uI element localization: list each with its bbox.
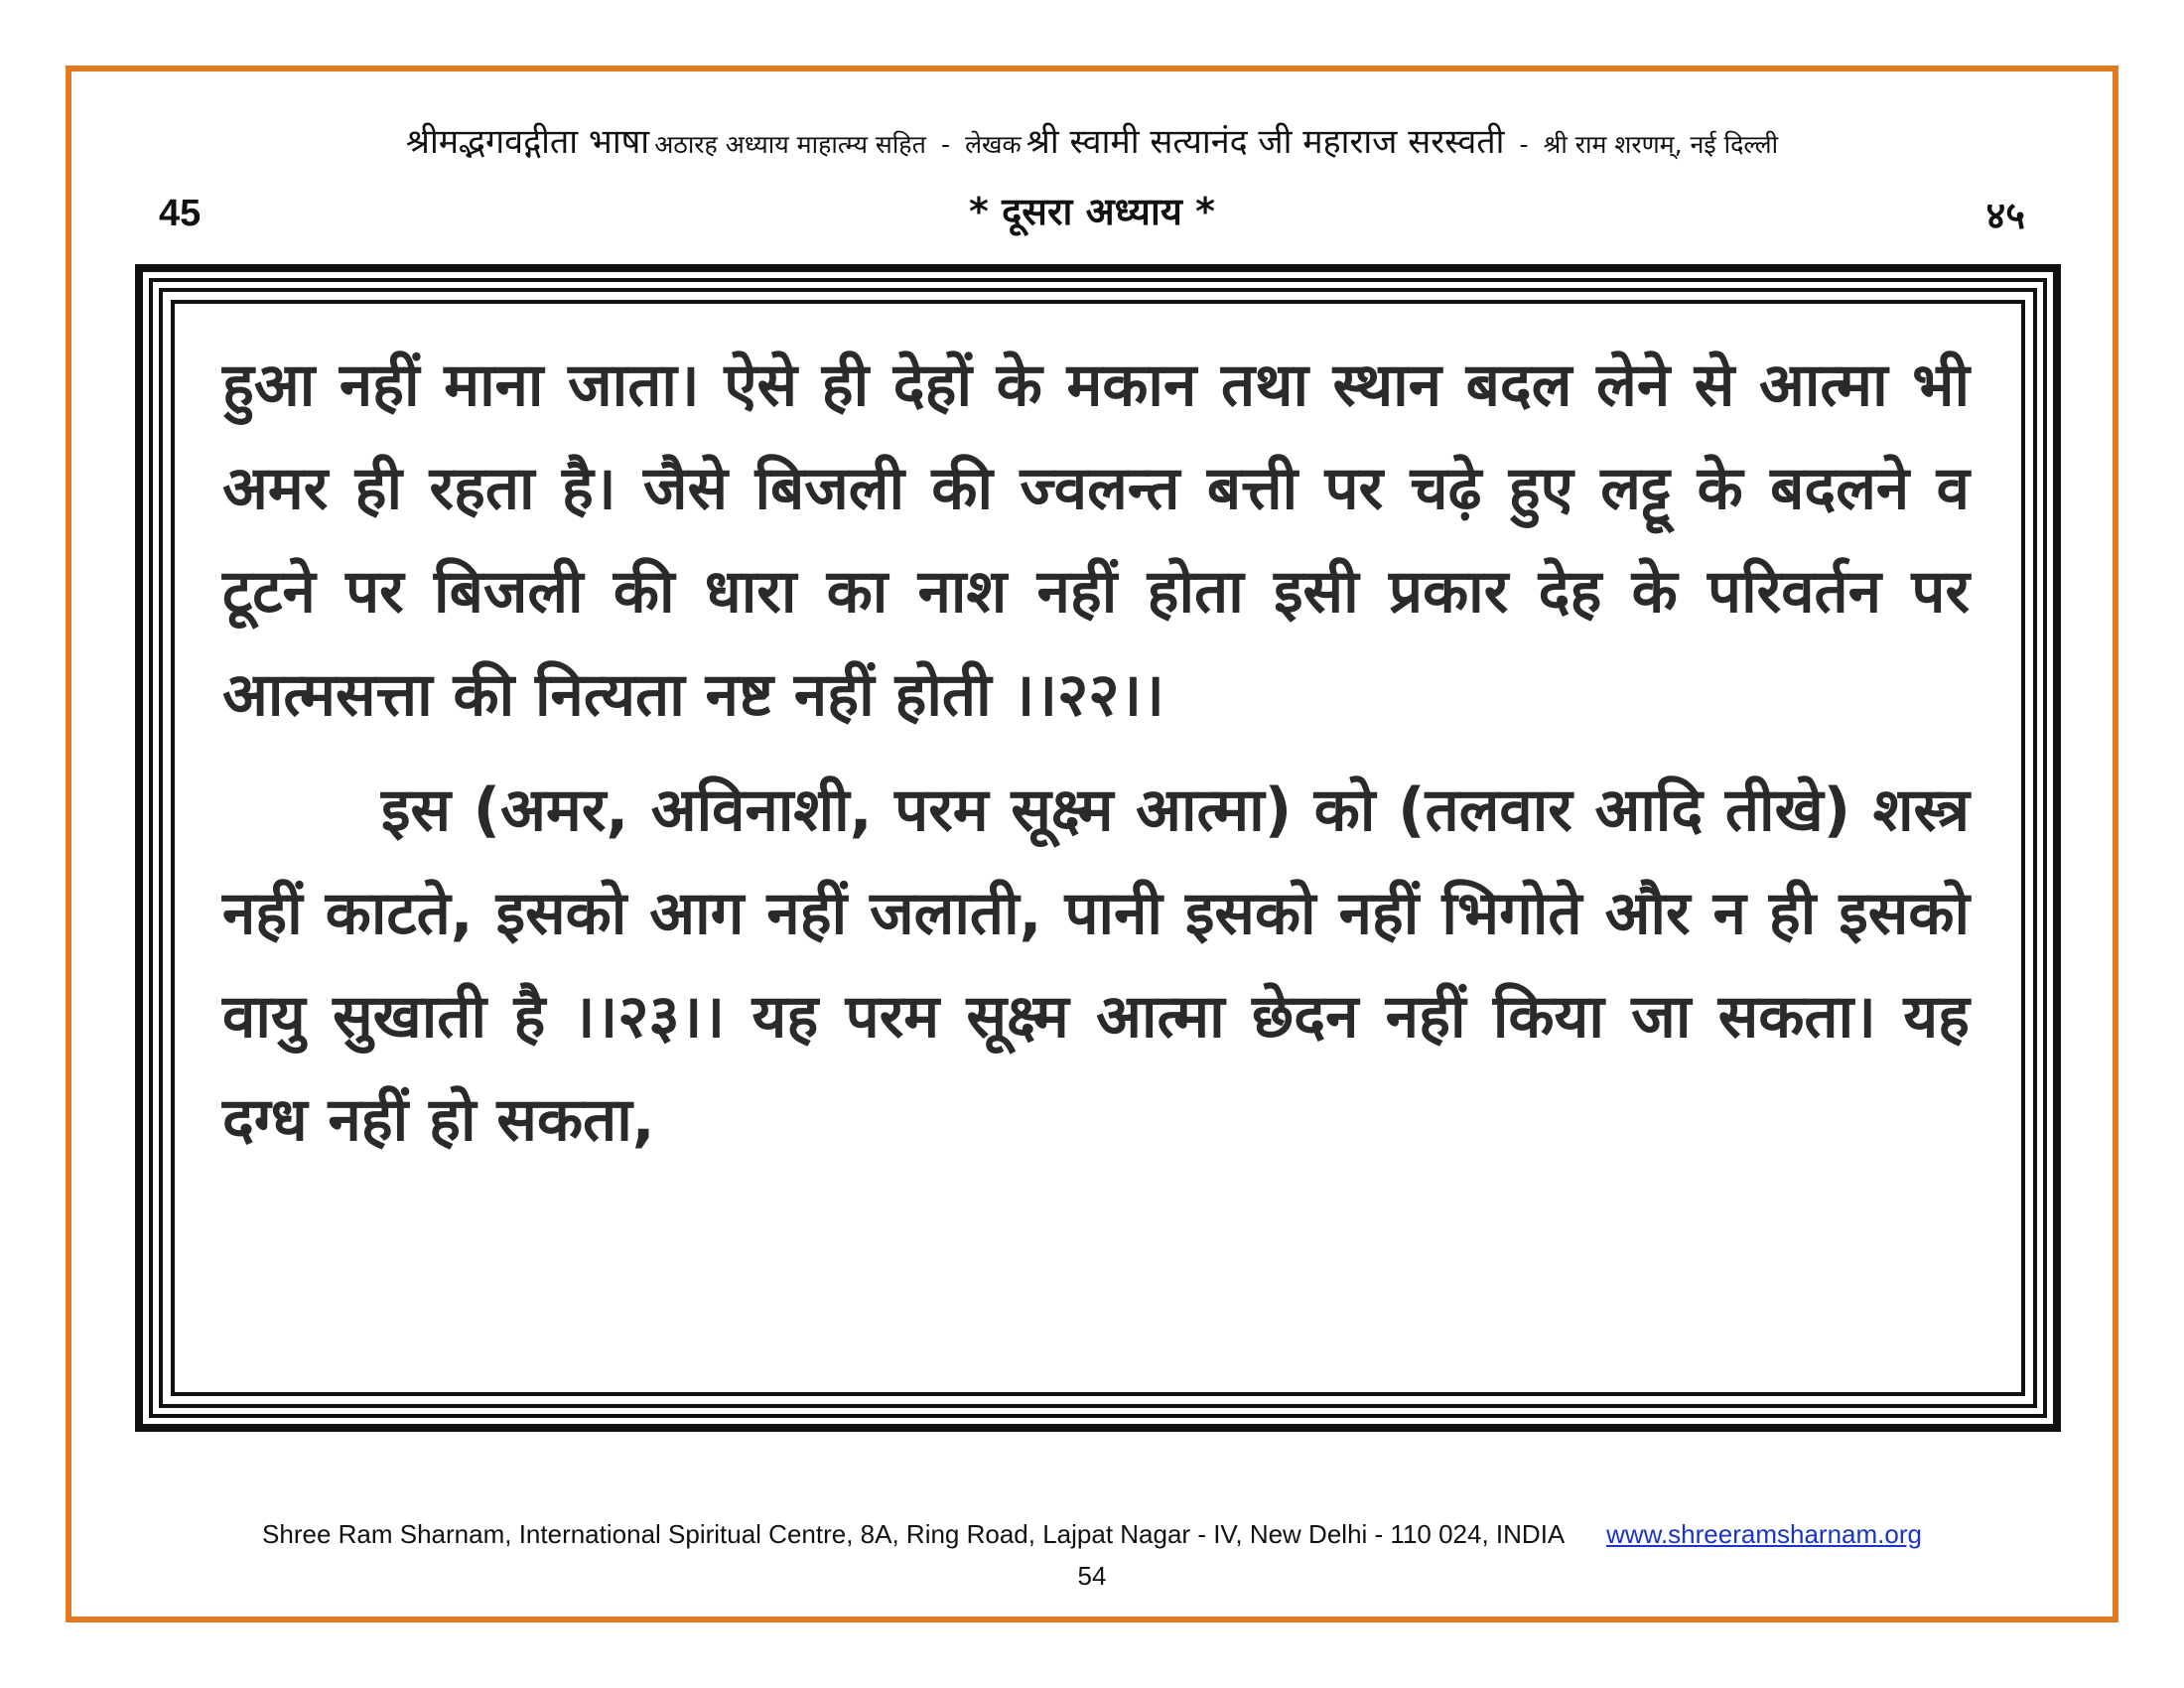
publisher-name: श्री राम शरणम्, नई दिल्ली xyxy=(1543,130,1779,159)
footer xyxy=(95,1519,2089,1550)
verse-paragraph-2: इस (अमर, अविनाशी, परम सूक्ष्म आत्मा) को (तलवार आदि तीखे) शस्त्र नहीं काटते, इसको आग नहीं जलाती, पानी इसको नहीं भिगोते और न ही इसको वायु सुखाती है ।।२३।। यह परम सूक्ष्म आत्मा छेदन नहीं किया जा सकता। यह दग्ध नहीं हो सकता, xyxy=(222,775,1970,1155)
text-frame xyxy=(135,264,2061,1432)
book-title: श्रीमद्भगवद्गीता भाषा xyxy=(405,122,650,162)
scripture-text xyxy=(222,334,1970,1172)
header-separator: - xyxy=(940,130,950,159)
chapter-row xyxy=(159,185,2025,244)
footer-page-number: 54 xyxy=(1077,1561,1107,1591)
author-name: श्री स्वामी सत्यानंद जी महाराज सरस्वती xyxy=(1025,122,1505,162)
book-page-number-devanagari: ४५ xyxy=(1985,194,2025,237)
verse-paragraph-1: हुआ नहीं माना जाता। ऐसे ही देहों के मकान तथा स्थान बदल लेने से आत्मा भी अमर ही रहता है। जैसे बिजली की ज्वलन्त बत्ती पर चढ़े हुए लट्टू के बदलने व टूटने पर बिजली की धारा का नाश नहीं होता इसी प्रकार देह के परिवर्तन पर आत्मसत्ता की नित्यता नष्ट नहीं होती ।।२२।। xyxy=(222,351,1970,730)
website-link[interactable]: www.shreeramsharnam.org xyxy=(1606,1519,1922,1549)
chapter-title: * दूसरा अध्याय * xyxy=(969,190,1215,233)
book-page-number-latin: 45 xyxy=(159,193,202,234)
running-header xyxy=(95,117,2089,173)
book-subtitle: अठारह अध्याय माहात्म्य सहित xyxy=(654,130,926,159)
footer-address: Shree Ram Sharnam, International Spiritual Centre, 8A, Ring Road, Lajpat Nagar - IV, New Delhi - 110 024, INDIA xyxy=(262,1519,1564,1549)
header-separator: - xyxy=(1519,130,1529,159)
author-label: लेखक xyxy=(965,130,1022,159)
